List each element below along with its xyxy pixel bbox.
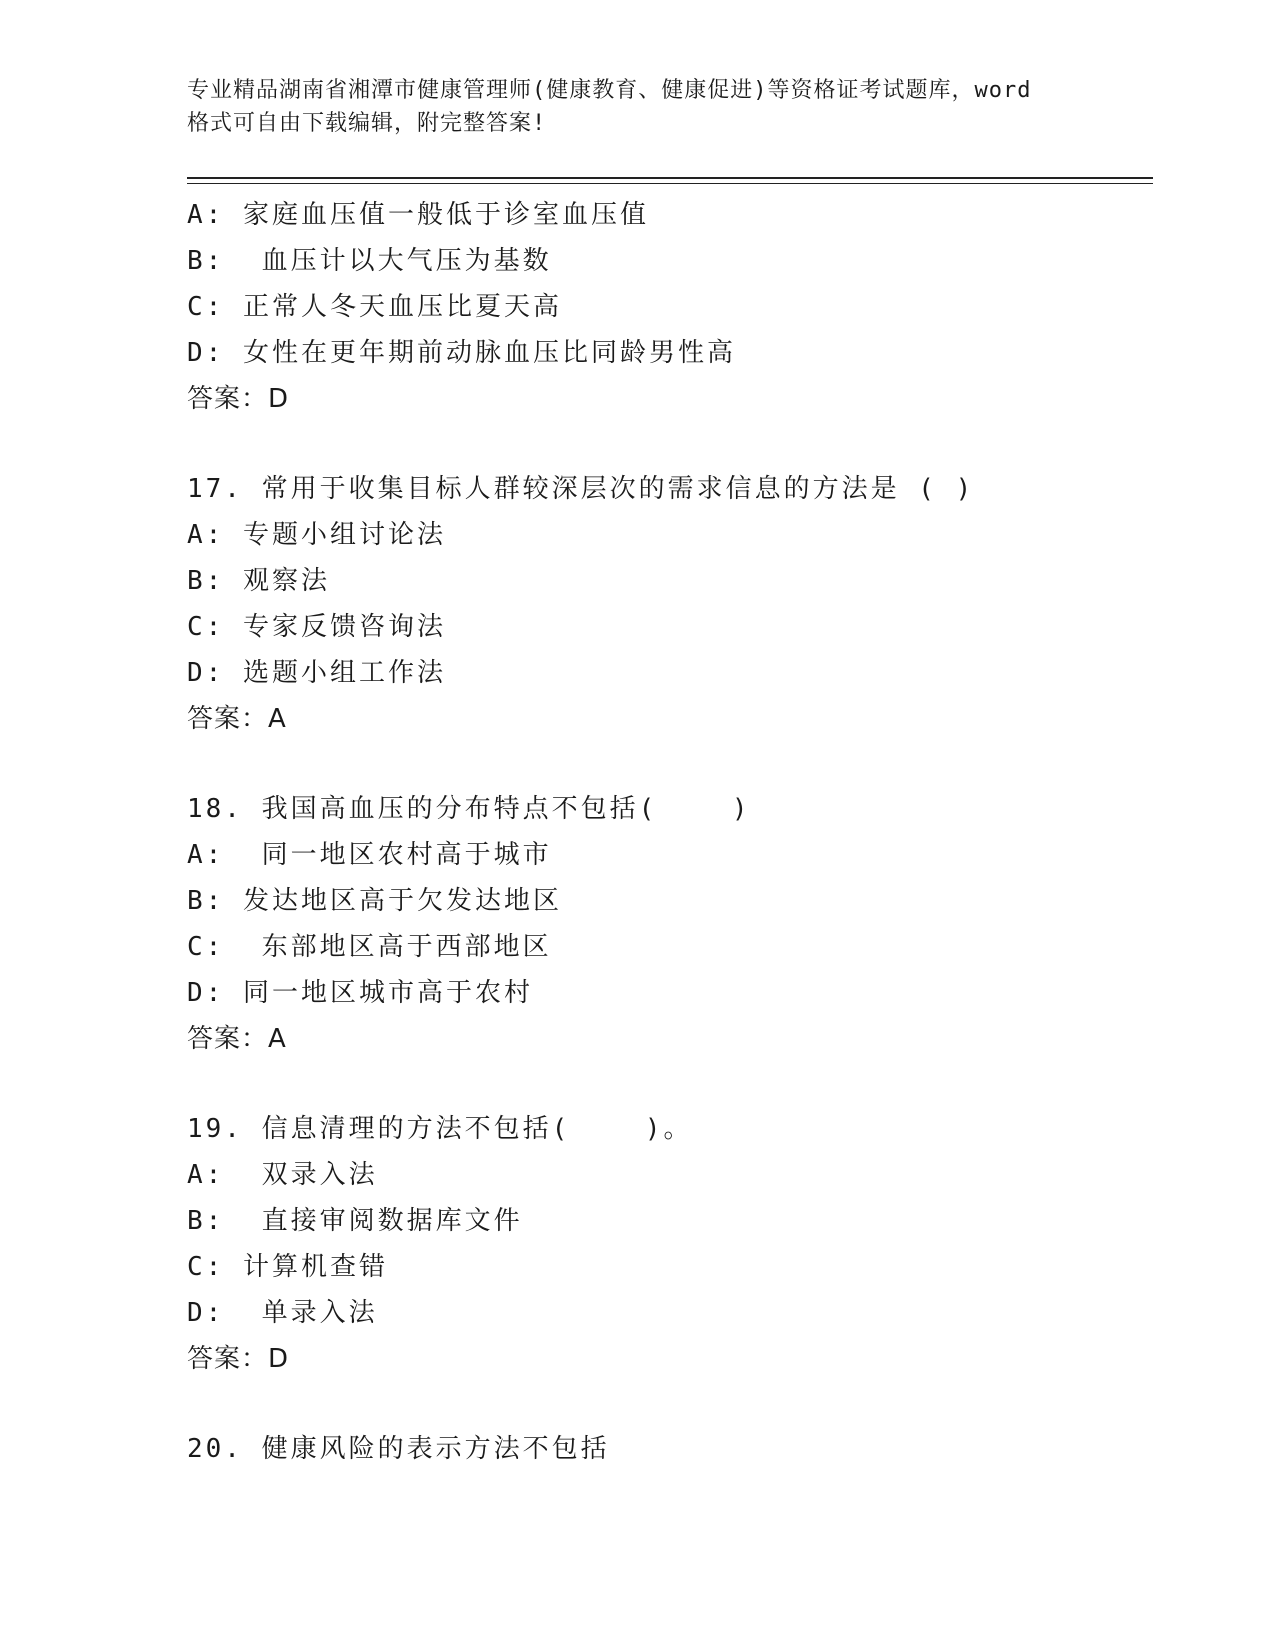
option-d: D: 选题小组工作法: [187, 658, 446, 688]
option-c: C: 东部地区高于西部地区: [187, 932, 552, 962]
question-text: 20. 健康风险的表示方法不包括: [187, 1434, 610, 1464]
option-b: B: 血压计以大气压为基数: [187, 246, 552, 276]
answer: 答案：A: [187, 1024, 287, 1054]
spacer: [187, 422, 1153, 466]
option-a: A: 专题小组讨论法: [187, 520, 446, 550]
question-text: 18. 我国高血压的分布特点不包括( ): [187, 794, 751, 824]
question-text: 19. 信息清理的方法不包括( )。: [187, 1114, 693, 1144]
question-19: [187, 1106, 1153, 1382]
option-d: D: 单录入法: [187, 1298, 378, 1328]
spacer: [187, 1382, 1153, 1426]
answer: 答案：A: [187, 704, 287, 734]
question-17: [187, 466, 1153, 742]
header-rule-thick: [187, 177, 1153, 179]
option-d: D: 女性在更年期前动脉血压比同龄男性高: [187, 338, 736, 368]
option-c: C: 计算机查错: [187, 1252, 388, 1282]
spacer: [187, 1062, 1153, 1106]
question-18: [187, 786, 1153, 1062]
document-header: [187, 74, 1087, 140]
option-c: C: 正常人冬天血压比夏天高: [187, 292, 562, 322]
answer: 答案：D: [187, 1344, 290, 1374]
option-b: B: 发达地区高于欠发达地区: [187, 886, 562, 916]
question-16: [187, 192, 1153, 422]
option-c: C: 专家反馈咨询法: [187, 612, 446, 642]
question-20: [187, 1426, 1153, 1472]
header-line-1: 专业精品湖南省湘潭市健康管理师(健康教育、健康促进)等资格证考试题库，word: [187, 78, 1032, 103]
option-d: D: 同一地区城市高于农村: [187, 978, 533, 1008]
option-b: B: 直接审阅数据库文件: [187, 1206, 523, 1236]
header-line-2: 格式可自由下载编辑，附完整答案!: [187, 111, 547, 136]
option-b: B: 观察法: [187, 566, 330, 596]
header-rule-thin: [187, 183, 1153, 184]
answer: 答案：D: [187, 384, 290, 414]
option-a: A: 同一地区农村高于城市: [187, 840, 552, 870]
question-text: 17. 常用于收集目标人群较深层次的需求信息的方法是 ( ): [187, 474, 975, 504]
question-list: [187, 192, 1153, 1472]
option-a: A: 家庭血压值一般低于诊室血压值: [187, 200, 649, 230]
option-a: A: 双录入法: [187, 1160, 378, 1190]
spacer: [187, 742, 1153, 786]
